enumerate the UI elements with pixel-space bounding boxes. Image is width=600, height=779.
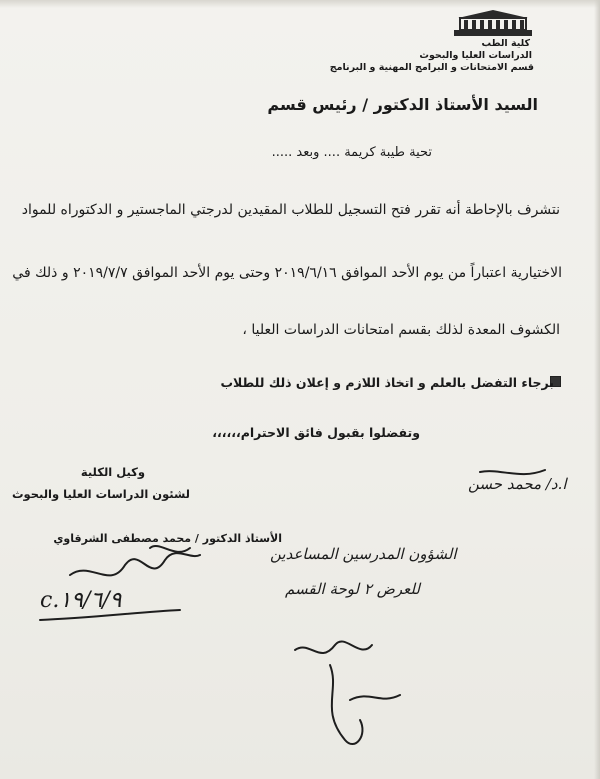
page-shadow-right	[594, 0, 600, 779]
header-section: قسم الامتحانات و البرامج المهنية و البرنامج	[329, 62, 534, 73]
handwritten-note-line-1: الشؤون المدرسين المساعدين	[270, 545, 457, 563]
header-faculty: كلية الطب	[481, 38, 530, 49]
letter-greeting: تحية طيبة كريمة .... وبعد .....	[271, 145, 432, 160]
signature-name: الأستاذ الدكتور / محمد مصطفى الشرقاوي	[53, 532, 282, 545]
letter-addressee: السيد الأستاذ الدكتور / رئيس قسم	[267, 95, 538, 114]
dean-signature	[70, 553, 200, 575]
header-department: الدراسات العليا والبحوث	[419, 50, 532, 61]
handwritten-name-note: ا.د/ محمد حسن	[468, 475, 567, 493]
signature-title-2: لشئون الدراسات العليا والبحوث	[11, 487, 190, 501]
letter-body-line-1: نتشرف بالإحاطة أنه تقرر فتح التسجيل للطلاب المقيدين لدرجتي الماجستير و الدكتوراه للمواد	[21, 202, 560, 218]
letter-request: برجاء التفضل بالعلم و اتخاذ اللازم و إعلان ذلك للطلاب	[220, 375, 554, 390]
letter-body-line-2: الاختيارية اعتباراً من يوم الأحد الموافق ٢٠١٩/٦/١٦ وحتى يوم الأحد الموافق ٢٠١٩/٧/٧ و ذلك في	[12, 265, 562, 281]
approval-mark	[480, 470, 545, 474]
letter-closing: وتفضلوا بقبول فائق الاحترام،،،،،،	[212, 425, 420, 440]
letter-body-line-3: الكشوف المعدة لذلك بقسم امتحانات الدراسات العليا ،	[242, 322, 560, 338]
signature-title-1: وكيل الكلية	[80, 465, 145, 479]
page-shadow-top	[0, 0, 600, 8]
handwritten-date: c.١٩/٦/٩	[40, 588, 122, 613]
handwritten-note-line-2: للعرض ٢ لوحة القسم	[285, 580, 420, 598]
faculty-logo-icon	[452, 8, 534, 38]
department-signature	[295, 641, 372, 653]
